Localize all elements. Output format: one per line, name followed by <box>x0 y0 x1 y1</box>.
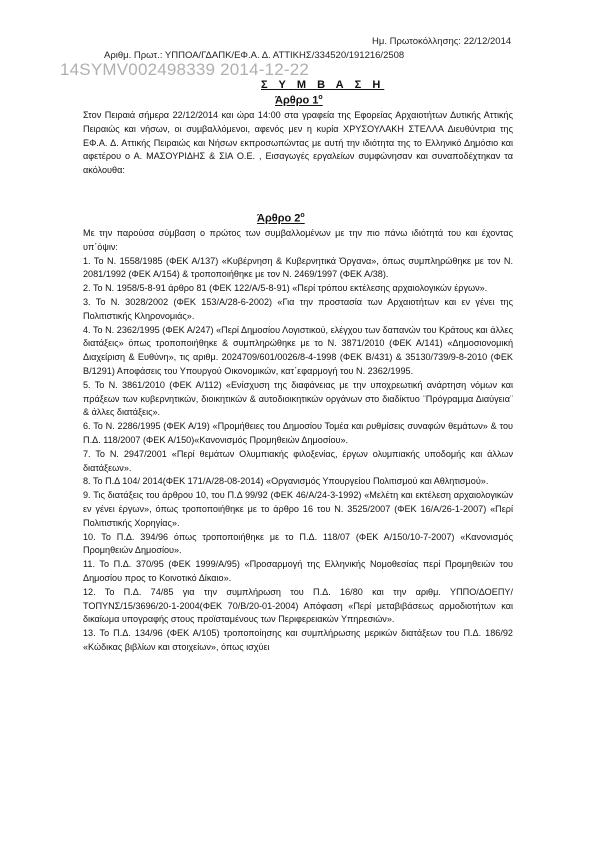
legal-basis-item: 6. Το Ν. 2286/1995 (ΦΕΚ Α/19) «Προμήθειες του Δημοσίου Τομέα και ρυθμίσεις συναφών θεμάτων» & του Π.Δ. 118/2007 (ΦΕΚ Α/150)«Κανονισμός Προμηθειών Δημοσίου». <box>83 421 513 445</box>
protocol-number: Αριθμ. Πρωτ.: ΥΠΠΟΑ/ΓΔΑΠΚ/ΕΦ.Α. Δ. ΑΤΤΙΚΗΣ/334520/191216/2508 <box>104 50 405 61</box>
legal-basis-item: 3. Το Ν. 3028/2002 (ΦΕΚ 153/Α/28-6-2002) «Για την προστασία των Αρχαιοτήτων και εν γένει της Πολιτιστικής Κληρονομιάς». <box>83 296 513 321</box>
article-1-heading: Άρθρο $1^o$ <box>275 94 323 107</box>
legal-basis-item: 10. Το Π.Δ. 394/96 όπως τροποποιήθηκε με το Π.Δ. 118/07 (ΦΕΚ Α/150/10-7-2007) «Κανονισμός Προμηθειών Δημοσίου». <box>83 531 513 556</box>
protocol-date: Ημ. Πρωτοκόλλησης: 22/12/2014 <box>372 36 512 47</box>
legal-basis-item: 11. Το Π.Δ. 370/95 (ΦΕΚ 1999/Α/95) «Προσαρμογή της Ελληνικής Νομοθεσίας περί Προμηθειών του Δημοσίου προς το Κοινοτικό Δίκαιο». <box>83 559 513 583</box>
legal-basis-item: 1. Το Ν. 1558/1985 (ΦΕΚ Α/137) «Κυβέρνηση & Κυβερνητικά Όργανα», όπως συμπληρώθηκε με τον Ν. 2081/1992 (ΦΕΚ Α/154) & τροποποιήθηκε με τον Ν. 2469/1997 (ΦΕΚ Α/38). <box>83 255 513 280</box>
article-2-intro: Με την παρούσα σύμβαση ο πρώτος των συμβαλλομένων με την πιο πάνω ιδιότητά του και έχοντας υπ΄όψιν: <box>83 228 513 252</box>
legal-basis-item: 12. Το Π.Δ. 74/85 για την συμπλήρωση του Π.Δ. 16/80 και την αριθμ. ΥΠΠΟ/ΔΟΕΠΥ/ΤΟΠΥΝΣ/15/3696/20-1-2004(ΦΕΚ 70/Β/20-01-2004) Απόφαση «Περί μεταβιβάσεως αρμοδιοτήτων και δικαίωμα υπογραφής στους προϊσταμένους των Περιφερειακών Υπηρεσιών». <box>83 586 513 625</box>
legal-basis-item: 8. Το Π.Δ 104/ 2014(ΦΕΚ 171/Α/28-08-2014) «Οργανισμός Υπουργείου Πολιτισμού και Αθλητισμού». <box>83 476 489 487</box>
legal-basis-item: 13. Το Π.Δ. 134/96 (ΦΕΚ Α/105) τροποποίησης και συμπλήρωσης μερικών διατάξεων του Π.Δ. 186/92 «Κώδικας βιβλίων και στοιχείων», όπως ισχύει <box>83 628 513 652</box>
article-2-body <box>83 227 513 655</box>
article-1-text: Στον Πειραιά σήμερα 22/12/2014 και ώρα 14:00 στα γραφεία της Εφορείας Αρχαιοτήτων Δυτικής Αττικής Πειραιώς και νήσων, οι συμβαλλόμενοι, αφενός μεν η κυρία ΧΡΥΣΟΥΛΑΚΗ ΣΤΕΛΛΑ Διευθύντρια της ΕΦ.Α. Δ. Αττικής Πειραιώς και Νήσων εκπροσωπώντας με αυτή την ιδιότητα της το Ελληνικό Δημόσιο και αφετέρου ο Α. ΜΑΣΟΥΡΙΔΗΣ & ΣΙΑ Ο.Ε. , Εισαγωγές εργαλείων συμφώνησαν και συναποδέχτηκαν τα ακόλουθα: <box>83 110 513 176</box>
document-title: Σ Υ Μ Β Α Σ Η <box>261 79 385 91</box>
legal-basis-item: 2. Το Ν. 1958/5-8-91 άρθρο 81 (ΦΕΚ 122/Α/5-8-91) «Περί τρόπου εκτέλεσης αρχαιολογικών έργων». <box>83 283 488 294</box>
legal-basis-item: 4. Το Ν. 2362/1995 (ΦΕΚ Α/247) «Περί Δημοσίου Λογιστικού, ελέγχου των δαπανών του Κράτους και άλλες διατάξεις» όπως τροποποιήθηκε & συμπληρώθηκε με το Ν. 3871/2010 (ΦΕΚ Α/141) «Δημοσιονομική Διαχείριση & Ευθύνη», τις αριθμ. 2024709/601/0026/8-4-1998 (ΦΕΚ Β/431) & 35130/739/9-8-2010 (ΦΕΚ Β/1291) Αποφάσεις του Υπουργού Οικονομικών, κατ΄εφαρμογή του Ν. 2362/1995. <box>83 324 513 376</box>
legal-basis-item: 9. Τις διατάξεις του άρθρου 10, του Π.Δ 99/92 (ΦΕΚ 46/Α/24-3-1992) «Μελέτη και εκτέλεση αρχαιολογικών εν γένει έργων», όπως τροποποιήθηκε με το άρθρο 16 του Ν. 3525/2007 (ΦΕΚ 16/Α/26-1-2007) «Περί Πολιτιστικής Χορηγίας». <box>83 490 513 528</box>
legal-basis-item: 7. Το Ν. 2947/2001 «Περί θεμάτων Ολυμπιακής φιλοξενίας, έργων ολυμπιακής υποδομής και άλλων διατάξεων». <box>83 448 513 473</box>
ada-watermark: 14SYMV002498339 2014-12-22 <box>60 60 310 79</box>
legal-basis-item: 5. Το Ν. 3861/2010 (ΦΕΚ Α/112) «Ενίσχυση της διαφάνειας με την υποχρεωτική ανάρτηση νόμων και πράξεων των κυβερνητικών, διοικητικών & αυτοδιοικητικών οργάνων στο διαδίκτυο ¨Πρόγραμμα Διαύγεια¨ & άλλες διατάξεις». <box>83 379 513 418</box>
article-2-heading: Άρθρο $2^o$ <box>257 212 305 225</box>
